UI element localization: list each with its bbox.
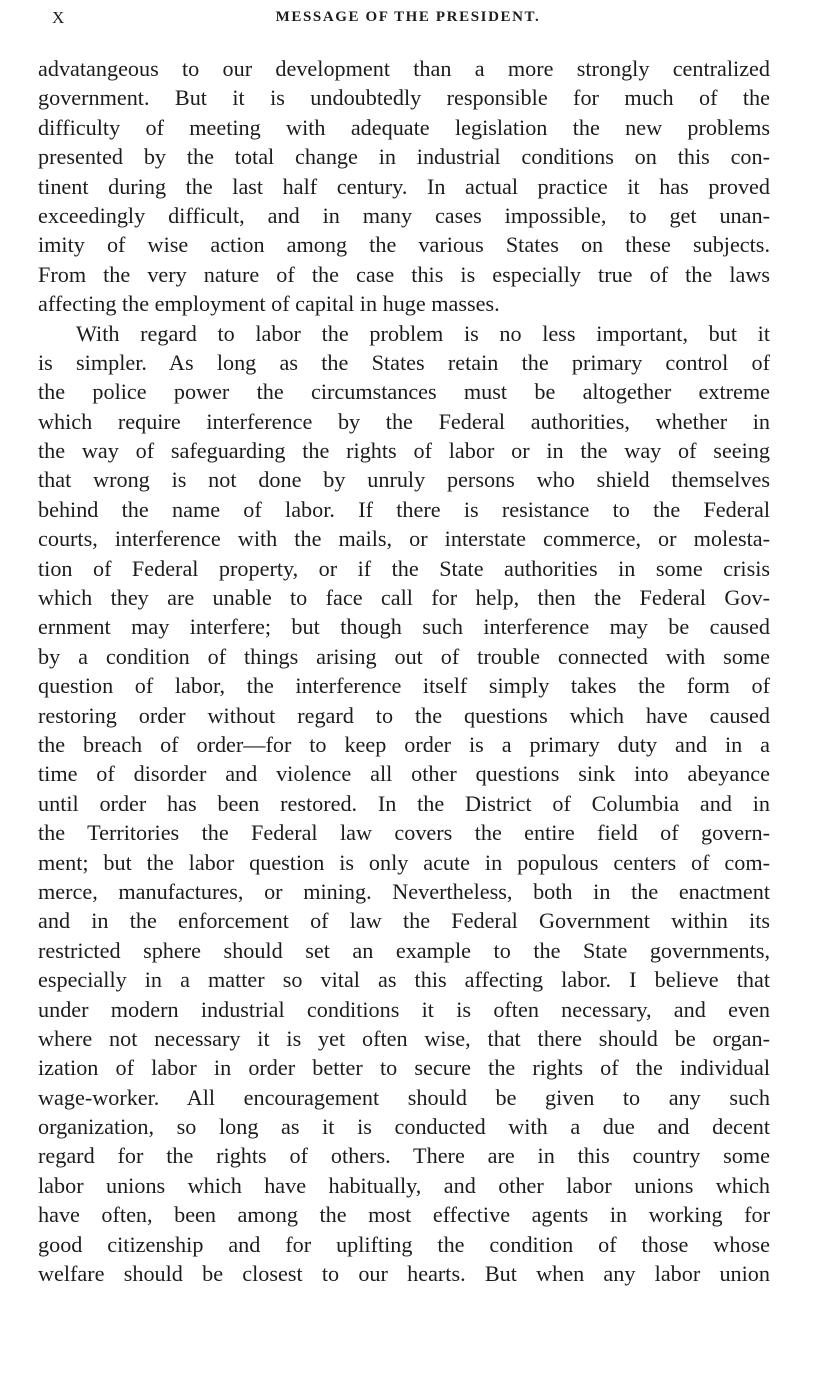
text-line: presented by the total change in industrial conditions on this con-: [38, 144, 770, 170]
text-line: courts, interference with the mails, or interstate commerce, or molesta-: [38, 526, 770, 552]
text-line: the Territories the Federal law covers the entire field of govern-: [38, 820, 770, 846]
text-line: the way of safeguarding the rights of labor or in the way of seeing: [38, 438, 770, 464]
text-line: regard for the rights of others. There are in this country some: [38, 1143, 770, 1169]
text-line: affecting the employment of capital in huge masses.: [38, 291, 500, 317]
text-line: government. But it is undoubtedly responsible for much of the: [38, 85, 770, 111]
page-number: X: [52, 8, 66, 27]
paragraph-first-line: With regard to labor the problem is no less important, but it: [76, 320, 770, 346]
text-line: which require interference by the Federal authorities, whether in: [38, 408, 770, 434]
text-line: restoring order without regard to the questions which have caused: [38, 702, 770, 728]
text-line: exceedingly difficult, and in many cases impossible, to get unan-: [38, 202, 770, 228]
text-line: tinent during the last half century. In actual practice it has proved: [38, 173, 770, 199]
text-line: imity of wise action among the various States on these subjects.: [38, 232, 770, 258]
text-line: advatangeous to our development than a more strongly centralized: [38, 56, 770, 81]
text-line: welfare should be closest to our hearts. But when any labor union: [38, 1261, 770, 1287]
text-line: until order has been restored. In the District of Columbia and in: [38, 790, 770, 816]
page-header-title: MESSAGE OF THE PRESIDENT.: [275, 9, 541, 25]
text-line: have often, been among the most effective agents in working for: [38, 1202, 770, 1228]
text-line: by a condition of things arising out of trouble connected with some: [38, 643, 770, 669]
text-line: behind the name of labor. If there is resistance to the Federal: [38, 496, 770, 522]
text-line: labor unions which have habitually, and other labor unions which: [38, 1172, 770, 1198]
text-line: especially in a matter so vital as this affecting labor. I believe that: [38, 967, 770, 993]
text-line: organization, so long as it is conducted with a due and decent: [38, 1114, 770, 1140]
text-line: time of disorder and violence all other questions sink into abeyance: [38, 761, 770, 787]
text-line: From the very nature of the case this is especially true of the laws: [38, 261, 770, 287]
text-line: and in the enforcement of law the Federal Government within its: [38, 908, 770, 934]
body-text: [38, 54, 770, 1288]
text-line: the breach of order—for to keep order is a primary duty and in a: [38, 731, 770, 757]
text-line: tion of Federal property, or if the State authorities in some crisis: [38, 555, 770, 581]
text-line: ment; but the labor question is only acute in populous centers of com-: [38, 849, 770, 875]
text-line: good citizenship and for uplifting the condition of those whose: [38, 1231, 770, 1257]
running-head: [38, 8, 778, 30]
text-line: ernment may interfere; but though such interference may be caused: [38, 614, 770, 640]
text-line: that wrong is not done by unruly persons who shield themselves: [38, 467, 770, 493]
text-line: wage-worker. All encouragement should be given to any such: [38, 1084, 770, 1110]
text-line: the police power the circumstances must be altogether extreme: [38, 379, 770, 405]
text-line: difficulty of meeting with adequate legislation the new problems: [38, 114, 770, 140]
text-line: under modern industrial conditions it is often necessary, and even: [38, 996, 770, 1022]
text-line: question of labor, the interference itself simply takes the form of: [38, 673, 770, 699]
text-line: ization of labor in order better to secure the rights of the individual: [38, 1055, 770, 1081]
text-line: merce, manufactures, or mining. Nevertheless, both in the enactment: [38, 878, 770, 904]
text-line: which they are unable to face call for help, then the Federal Gov-: [38, 585, 770, 611]
text-line: where not necessary it is yet often wise, that there should be organ-: [38, 1025, 770, 1051]
text-line: restricted sphere should set an example to the State governments,: [38, 937, 770, 963]
text-line: is simpler. As long as the States retain the primary control of: [38, 349, 770, 375]
